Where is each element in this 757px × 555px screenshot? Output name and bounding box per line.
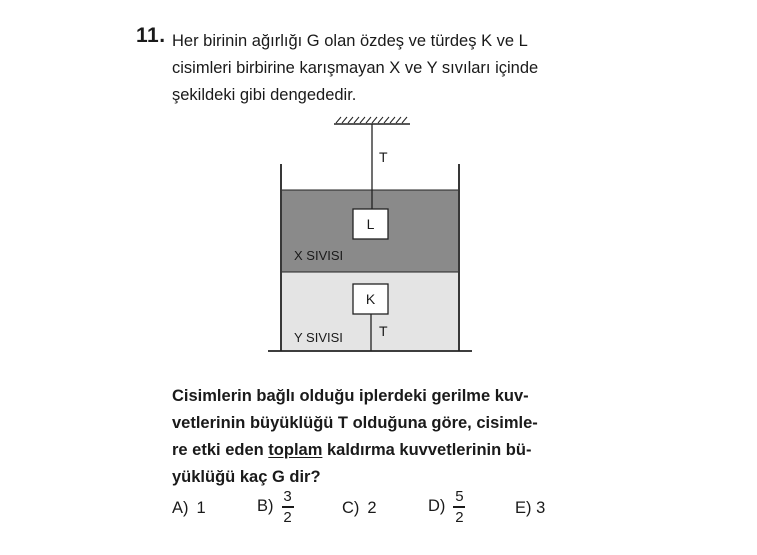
option-a[interactable] bbox=[172, 499, 206, 518]
prompt-line: Cisimlerin bağlı olduğu iplerdeki gerilme kuv- bbox=[172, 387, 529, 405]
option-c-label: C) bbox=[342, 499, 360, 517]
liquid-x-label: X SIVISI bbox=[294, 248, 344, 263]
option-c-value: 2 bbox=[367, 499, 377, 517]
question-prompt bbox=[172, 383, 602, 491]
option-d[interactable] bbox=[428, 488, 465, 526]
fraction-bar bbox=[453, 506, 465, 508]
fraction-bar bbox=[282, 506, 294, 508]
prompt-line: yüklüğü kaç G dir? bbox=[172, 468, 321, 486]
option-a-label: A) bbox=[172, 499, 189, 517]
option-b[interactable] bbox=[257, 488, 294, 526]
tension-label-lower: T bbox=[379, 323, 388, 339]
numerator: 3 bbox=[283, 488, 292, 505]
stem-line: Her birinin ağırlığı G olan özdeş ve türdeş K ve L bbox=[172, 32, 528, 50]
denominator: 2 bbox=[455, 508, 464, 526]
denominator: 2 bbox=[283, 508, 292, 526]
numerator: 5 bbox=[455, 488, 464, 505]
underlined-word: toplam bbox=[268, 441, 323, 459]
option-c[interactable] bbox=[342, 499, 377, 518]
option-b-label: B) bbox=[257, 497, 274, 516]
option-b-fraction bbox=[282, 488, 294, 526]
prompt-text: re etki eden bbox=[172, 441, 269, 459]
question-number: 11. bbox=[136, 24, 166, 47]
prompt-line: vetlerinin büyüklüğü T olduğuna göre, cisimle- bbox=[172, 414, 538, 432]
ceiling-support bbox=[334, 117, 410, 124]
prompt-text: kaldırma kuvvetlerinin bü- bbox=[322, 441, 532, 459]
option-e-label: E) 3 bbox=[515, 499, 546, 517]
option-e[interactable] bbox=[515, 499, 545, 518]
option-d-fraction bbox=[453, 488, 465, 526]
option-a-value: 1 bbox=[196, 499, 206, 517]
stem-line: şekildeki gibi dengededir. bbox=[172, 86, 357, 104]
body-k-label: K bbox=[365, 291, 376, 307]
tension-label-upper: T bbox=[379, 149, 388, 165]
option-d-label: D) bbox=[428, 497, 446, 516]
stem-line: cisimleri birbirine karışmayan X ve Y sıvıları içinde bbox=[172, 59, 539, 77]
prompt-line bbox=[172, 437, 602, 464]
body-l-label: L bbox=[366, 216, 375, 232]
liquid-y-label: Y SIVISI bbox=[294, 330, 343, 345]
